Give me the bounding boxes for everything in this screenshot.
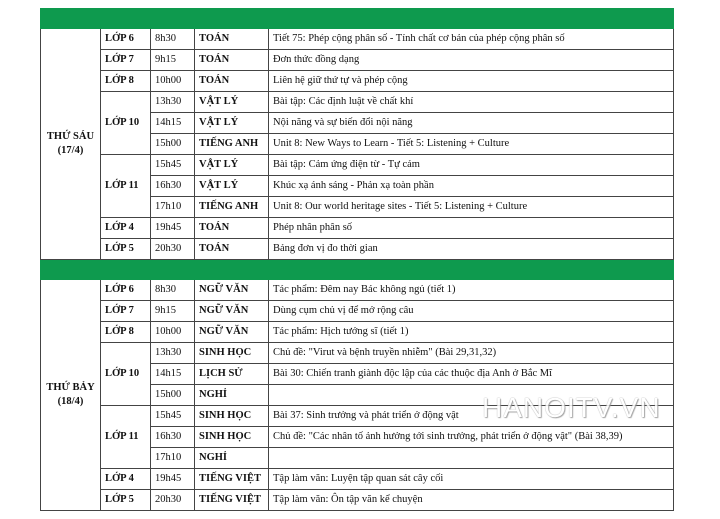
grade-cell: LỚP 7 [101, 301, 151, 322]
lesson-cell [269, 385, 674, 406]
time-cell: 14h15 [151, 113, 195, 134]
schedule-body [41, 9, 674, 511]
table-row [41, 71, 674, 92]
time-cell: 8h30 [151, 280, 195, 301]
subject-cell: TIẾNG VIỆT [195, 469, 269, 490]
time-cell: 17h10 [151, 197, 195, 218]
grade-cell: LỚP 11 [101, 155, 151, 218]
lesson-cell: Bài 30: Chiến tranh giành độc lập của các thuộc địa Anh ở Bắc Mĩ [269, 364, 674, 385]
grade-cell: LỚP 5 [101, 239, 151, 260]
subject-cell: TOÁN [195, 29, 269, 50]
subject-cell: TOÁN [195, 71, 269, 92]
time-cell: 20h30 [151, 239, 195, 260]
lesson-cell: Bảng đơn vị đo thời gian [269, 239, 674, 260]
time-cell: 15h45 [151, 155, 195, 176]
table-row [41, 469, 674, 490]
table-row [41, 218, 674, 239]
time-cell: 19h45 [151, 469, 195, 490]
lesson-cell: Nội năng và sự biến đổi nội năng [269, 113, 674, 134]
grade-cell: LỚP 5 [101, 490, 151, 511]
day-name: THỨ SÁU [46, 131, 95, 142]
band-cell [195, 260, 269, 280]
lesson-cell: Tập làm văn: Luyện tập quan sát cây cối [269, 469, 674, 490]
schedule-table [40, 8, 674, 511]
subject-cell: LỊCH SỬ [195, 364, 269, 385]
grade-cell: LỚP 10 [101, 343, 151, 406]
day-date: (18/4) [57, 396, 84, 407]
time-cell: 15h00 [151, 385, 195, 406]
lesson-cell: Phép nhân phân số [269, 218, 674, 239]
day-name: THỨ BẢY [46, 382, 95, 393]
grade-cell: LỚP 6 [101, 280, 151, 301]
subject-cell: SINH HỌC [195, 406, 269, 427]
subject-cell: VẬT LÝ [195, 176, 269, 197]
band-cell [269, 260, 674, 280]
band-cell [195, 9, 269, 29]
grade-cell: LỚP 7 [101, 50, 151, 71]
time-cell: 13h30 [151, 343, 195, 364]
time-cell: 16h30 [151, 427, 195, 448]
table-row [41, 29, 674, 50]
subject-cell: TIẾNG ANH [195, 134, 269, 155]
time-cell: 16h30 [151, 176, 195, 197]
day-date: (17/4) [57, 145, 84, 156]
grade-cell: LỚP 11 [101, 406, 151, 469]
lesson-cell: Unit 8: New Ways to Learn - Tiết 5: Listening + Culture [269, 134, 674, 155]
time-cell: 17h10 [151, 448, 195, 469]
lesson-cell: Tác phẩm: Đêm nay Bác không ngủ (tiết 1) [269, 280, 674, 301]
subject-cell: TIẾNG ANH [195, 197, 269, 218]
band-cell [41, 260, 101, 280]
grade-cell: LỚP 4 [101, 218, 151, 239]
grade-cell: LỚP 6 [101, 29, 151, 50]
table-row [41, 322, 674, 343]
grade-cell: LỚP 4 [101, 469, 151, 490]
lesson-cell: Bài 37: Sinh trưởng và phát triển ở động vật [269, 406, 674, 427]
time-cell: 9h15 [151, 50, 195, 71]
band-cell [151, 9, 195, 29]
lesson-cell: Tiết 75: Phép cộng phân số - Tính chất cơ bản của phép cộng phân số [269, 29, 674, 50]
grade-cell: LỚP 10 [101, 92, 151, 155]
day-cell [41, 29, 101, 260]
time-cell: 15h45 [151, 406, 195, 427]
watermark-text: HANOITV.VN [482, 392, 661, 423]
table-row [41, 92, 674, 113]
time-cell: 15h00 [151, 134, 195, 155]
lesson-cell: Tập làm văn: Ôn tập văn kể chuyện [269, 490, 674, 511]
subject-cell: SINH HỌC [195, 343, 269, 364]
lesson-cell: Dùng cụm chủ vị để mở rộng câu [269, 301, 674, 322]
subject-cell: TIẾNG VIỆT [195, 490, 269, 511]
table-row [41, 239, 674, 260]
table-row [41, 155, 674, 176]
subject-cell: NGHỈ [195, 448, 269, 469]
lesson-cell: Chủ đề: "Virut và bệnh truyền nhiễm" (Bài 29,31,32) [269, 343, 674, 364]
time-cell: 8h30 [151, 29, 195, 50]
subject-cell: TOÁN [195, 50, 269, 71]
lesson-cell: Unit 8: Our world heritage sites - Tiết 5: Listening + Culture [269, 197, 674, 218]
subject-cell: SINH HỌC [195, 427, 269, 448]
lesson-cell: Đơn thức đồng dạng [269, 50, 674, 71]
subject-cell: TOÁN [195, 239, 269, 260]
table-row [41, 490, 674, 511]
grade-cell: LỚP 8 [101, 71, 151, 92]
grade-cell: LỚP 8 [101, 322, 151, 343]
day-cell [41, 280, 101, 511]
table-row [41, 280, 674, 301]
subject-cell: VẬT LÝ [195, 155, 269, 176]
subject-cell: NGỮ VĂN [195, 301, 269, 322]
subject-cell: VẬT LÝ [195, 92, 269, 113]
time-cell: 10h00 [151, 71, 195, 92]
band-cell [101, 260, 151, 280]
table-row [41, 343, 674, 364]
lesson-cell: Bài tập: Cảm ứng điện từ - Tự cảm [269, 155, 674, 176]
lesson-cell: Tác phẩm: Hịch tướng sĩ (tiết 1) [269, 322, 674, 343]
subject-cell: TOÁN [195, 218, 269, 239]
table-row [41, 50, 674, 71]
time-cell: 9h15 [151, 301, 195, 322]
day-header-band [41, 9, 674, 29]
day-header-band [41, 260, 674, 280]
lesson-cell: Liên hệ giữ thứ tự và phép cộng [269, 71, 674, 92]
time-cell: 20h30 [151, 490, 195, 511]
band-cell [41, 9, 101, 29]
band-cell [151, 260, 195, 280]
subject-cell: NGỮ VĂN [195, 280, 269, 301]
time-cell: 13h30 [151, 92, 195, 113]
time-cell: 10h00 [151, 322, 195, 343]
band-cell [269, 9, 674, 29]
lesson-cell [269, 448, 674, 469]
table-row [41, 406, 674, 427]
lesson-cell: Bài tập: Các định luật về chất khí [269, 92, 674, 113]
table-row [41, 301, 674, 322]
subject-cell: VẬT LÝ [195, 113, 269, 134]
subject-cell: NGỮ VĂN [195, 322, 269, 343]
time-cell: 19h45 [151, 218, 195, 239]
lesson-cell: Chủ đề: "Các nhân tố ảnh hưởng tới sinh trưởng, phát triển ở động vật" (Bài 38,39) [269, 427, 674, 448]
lesson-cell: Khúc xạ ánh sáng - Phản xạ toàn phần [269, 176, 674, 197]
band-cell [101, 9, 151, 29]
subject-cell: NGHỈ [195, 385, 269, 406]
time-cell: 14h15 [151, 364, 195, 385]
